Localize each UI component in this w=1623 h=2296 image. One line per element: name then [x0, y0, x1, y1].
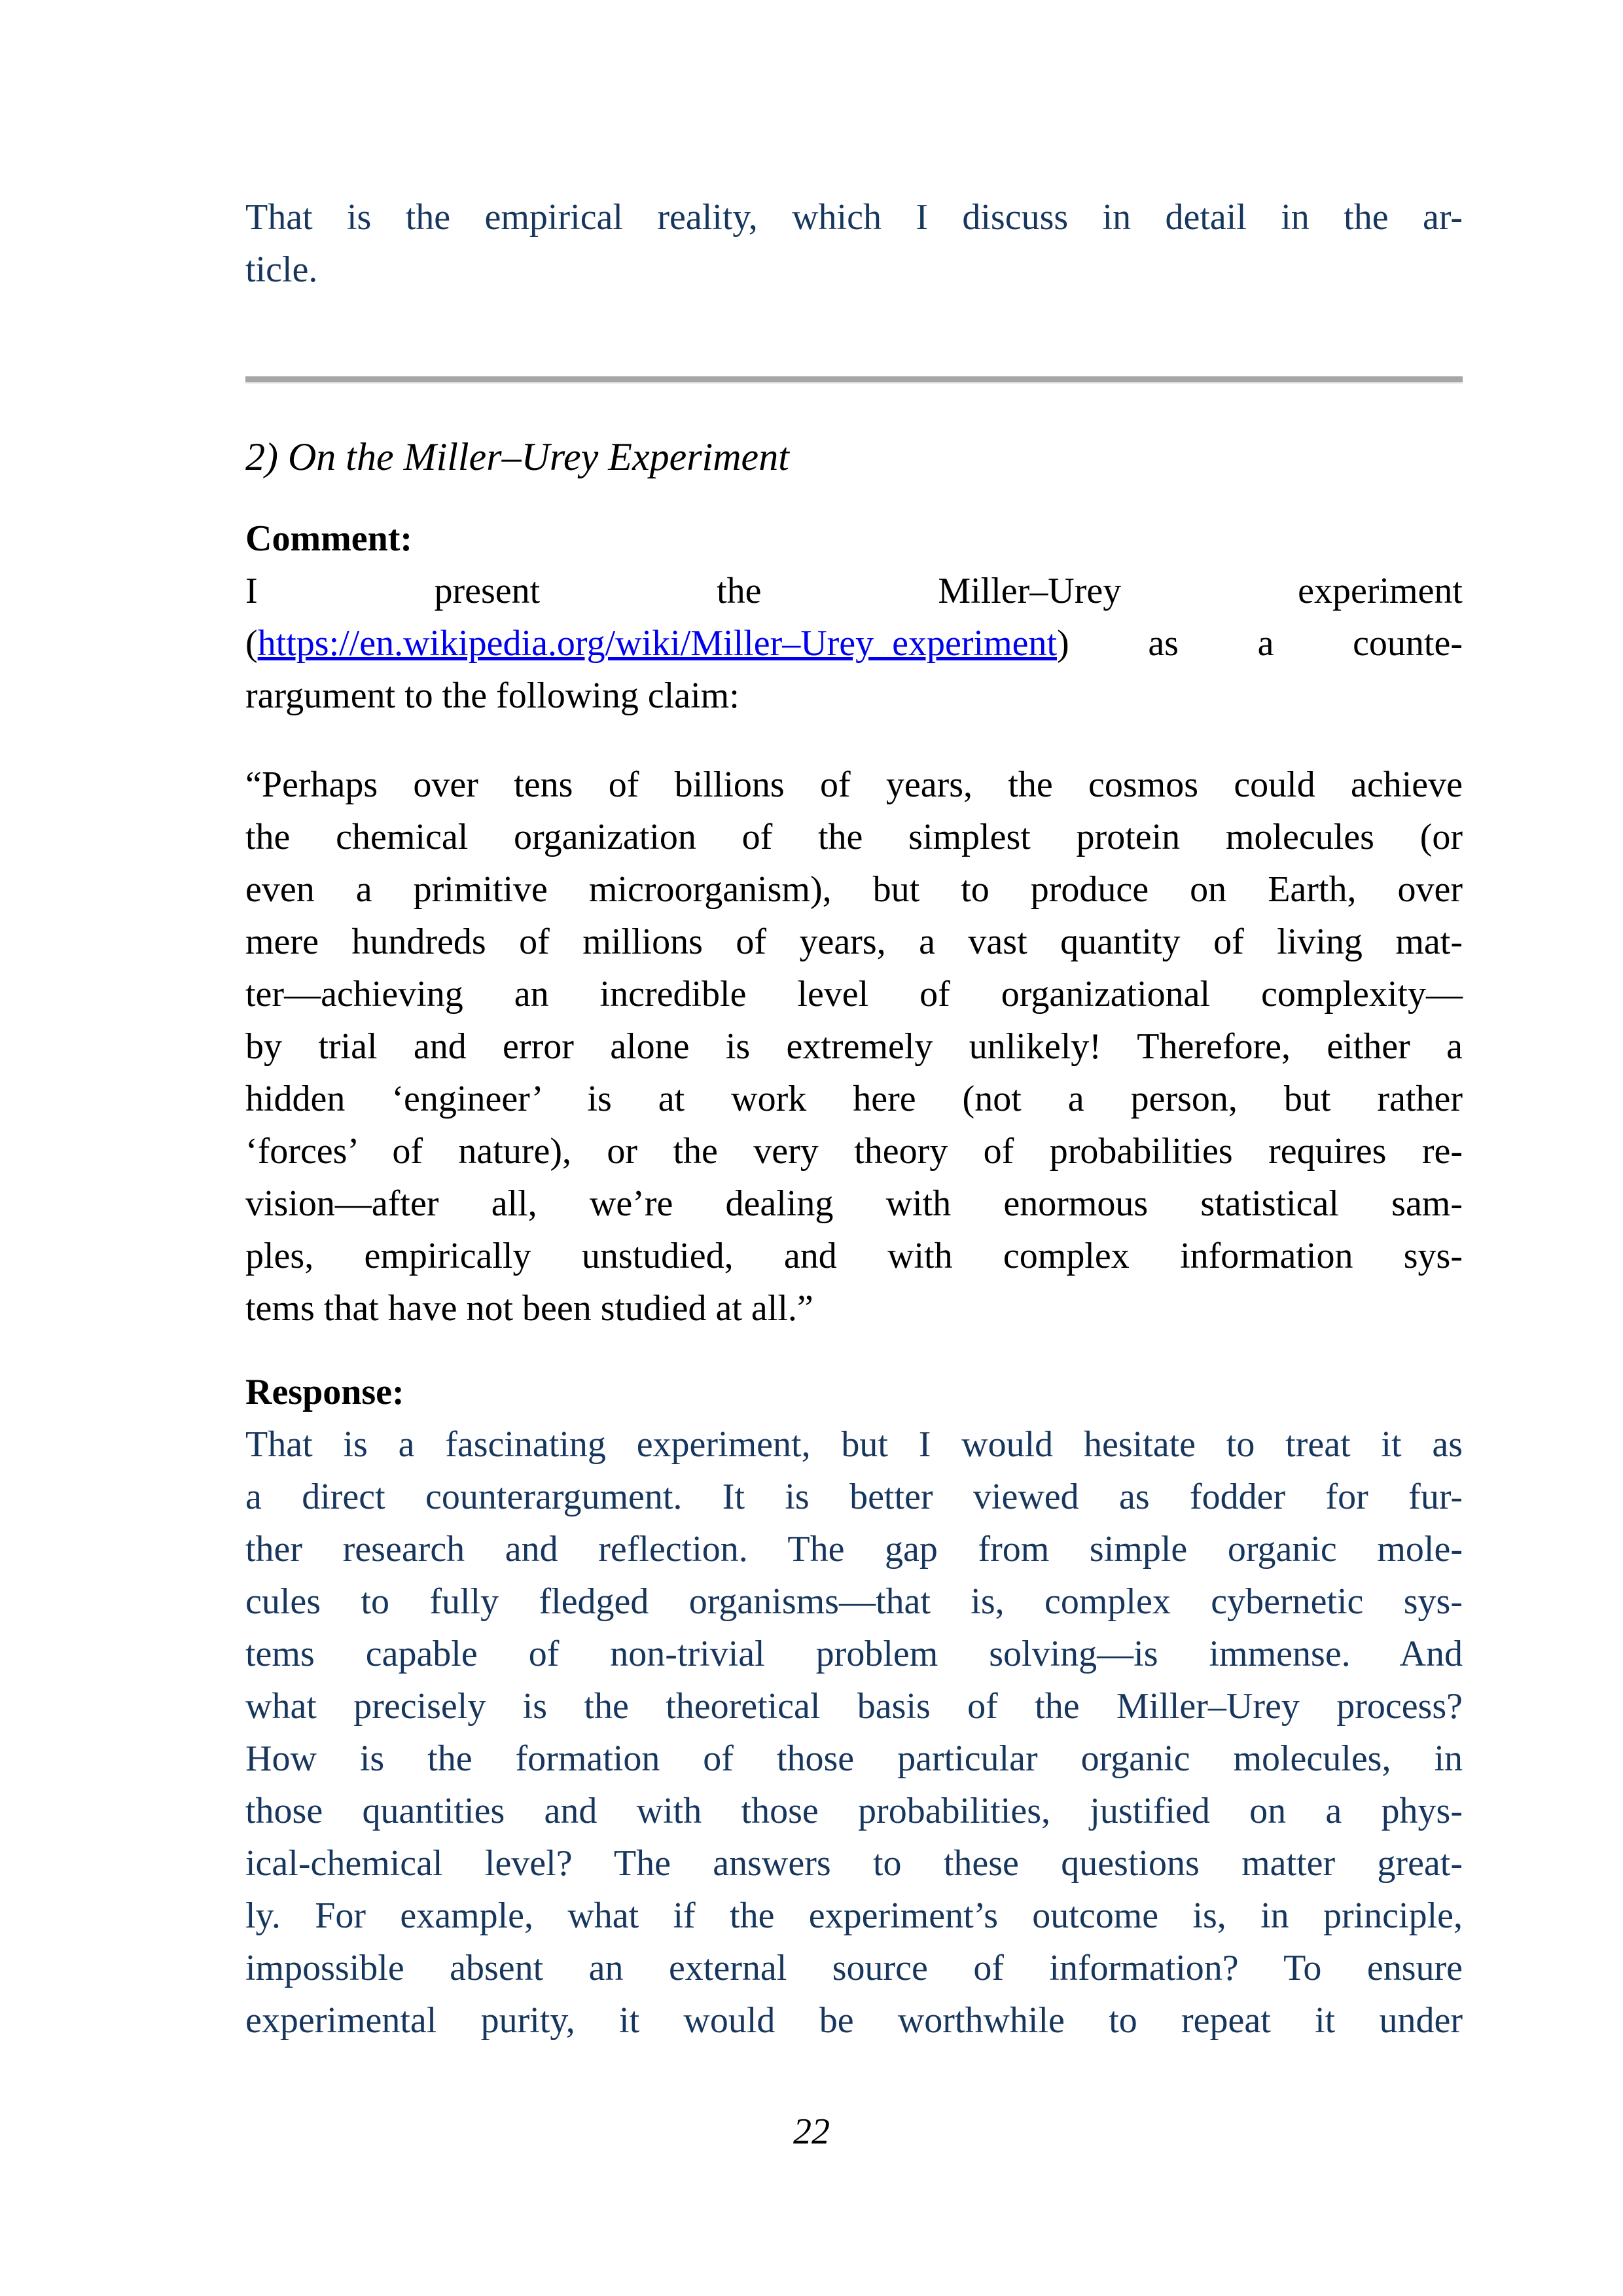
response-line: ical-chemical level? The answers to these questions matter great-: [245, 1843, 1463, 1884]
quote-line: even a primitive microorganism), but to produce on Earth, over: [245, 869, 1463, 910]
comment-line-rest: ) as a counte-: [1057, 623, 1463, 664]
response-line: ther research and reflection. The gap from simple organic mole-: [245, 1529, 1463, 1570]
quote-line: vision—after all, we’re dealing with enormous statistical sam-: [245, 1183, 1463, 1224]
response-line: impossible absent an external source of information? To ensure: [245, 1948, 1463, 1988]
quote-line: by trial and error alone is extremely unlikely! Therefore, either a: [245, 1026, 1463, 1067]
response-line: experimental purity, it would be worthwhile to repeat it under: [245, 2000, 1463, 2041]
quote-line: mere hundreds of millions of years, a vast quantity of living mat-: [245, 922, 1463, 962]
response-line: cules to fully fledged organisms—that is, complex cybernetic sys-: [245, 1581, 1463, 1622]
text-column: [245, 191, 1463, 2047]
paragraph-line: ticle.: [245, 249, 318, 290]
response-block: [245, 1366, 1463, 2047]
quote-line: the chemical organization of the simplest protein molecules (or: [245, 817, 1463, 857]
response-line: tems capable of non-trivial problem solving—is immense. And: [245, 1634, 1463, 1674]
response-line: a direct counterargument. It is better viewed as fodder for fur-: [245, 1477, 1463, 1517]
quote-line: ples, empirically unstudied, and with complex information sys-: [245, 1236, 1463, 1276]
response-label: Response:: [245, 1372, 404, 1412]
wikipedia-link[interactable]: https://en.wikipedia.org/wiki/Miller–Urey_experiment: [257, 623, 1058, 664]
comment-line: I present the Miller–Urey experiment: [245, 571, 1463, 611]
quote-line: hidden ‘engineer’ is at work here (not a person, but rather: [245, 1079, 1463, 1119]
quote-paragraph: [245, 759, 1463, 1335]
response-line: what precisely is the theoretical basis of the Miller–Urey process?: [245, 1686, 1463, 1727]
quote-line: ‘forces’ of nature), or the very theory of probabilities requires re-: [245, 1131, 1463, 1172]
paragraph-line: That is the empirical reality, which I discuss in detail in the ar-: [245, 197, 1463, 238]
comment-line: rargument to the following claim:: [245, 675, 740, 716]
comment-line-with-link: [245, 617, 1463, 670]
quote-line: ter—achieving an incredible level of organizational complexity—: [245, 974, 1463, 1014]
open-paren: (: [245, 623, 258, 664]
intro-paragraph: [245, 191, 1463, 296]
response-line: That is a fascinating experiment, but I would hesitate to treat it as: [245, 1424, 1463, 1465]
section-heading: 2) On the Miller–Urey Experiment: [245, 435, 789, 478]
response-line: ly. For example, what if the experiment’s outcome is, in principle,: [245, 1895, 1463, 1936]
response-line: How is the formation of those particular organic molecules, in: [245, 1738, 1463, 1779]
quote-line: “Perhaps over tens of billions of years, the cosmos could achieve: [245, 764, 1463, 805]
section-divider: [245, 376, 1463, 384]
comment-label: Comment:: [245, 518, 413, 559]
response-line: those quantities and with those probabilities, justified on a phys-: [245, 1791, 1463, 1831]
page-number: 22: [793, 2111, 830, 2152]
comment-block: [245, 512, 1463, 722]
quote-line: tems that have not been studied at all.”: [245, 1288, 813, 1329]
